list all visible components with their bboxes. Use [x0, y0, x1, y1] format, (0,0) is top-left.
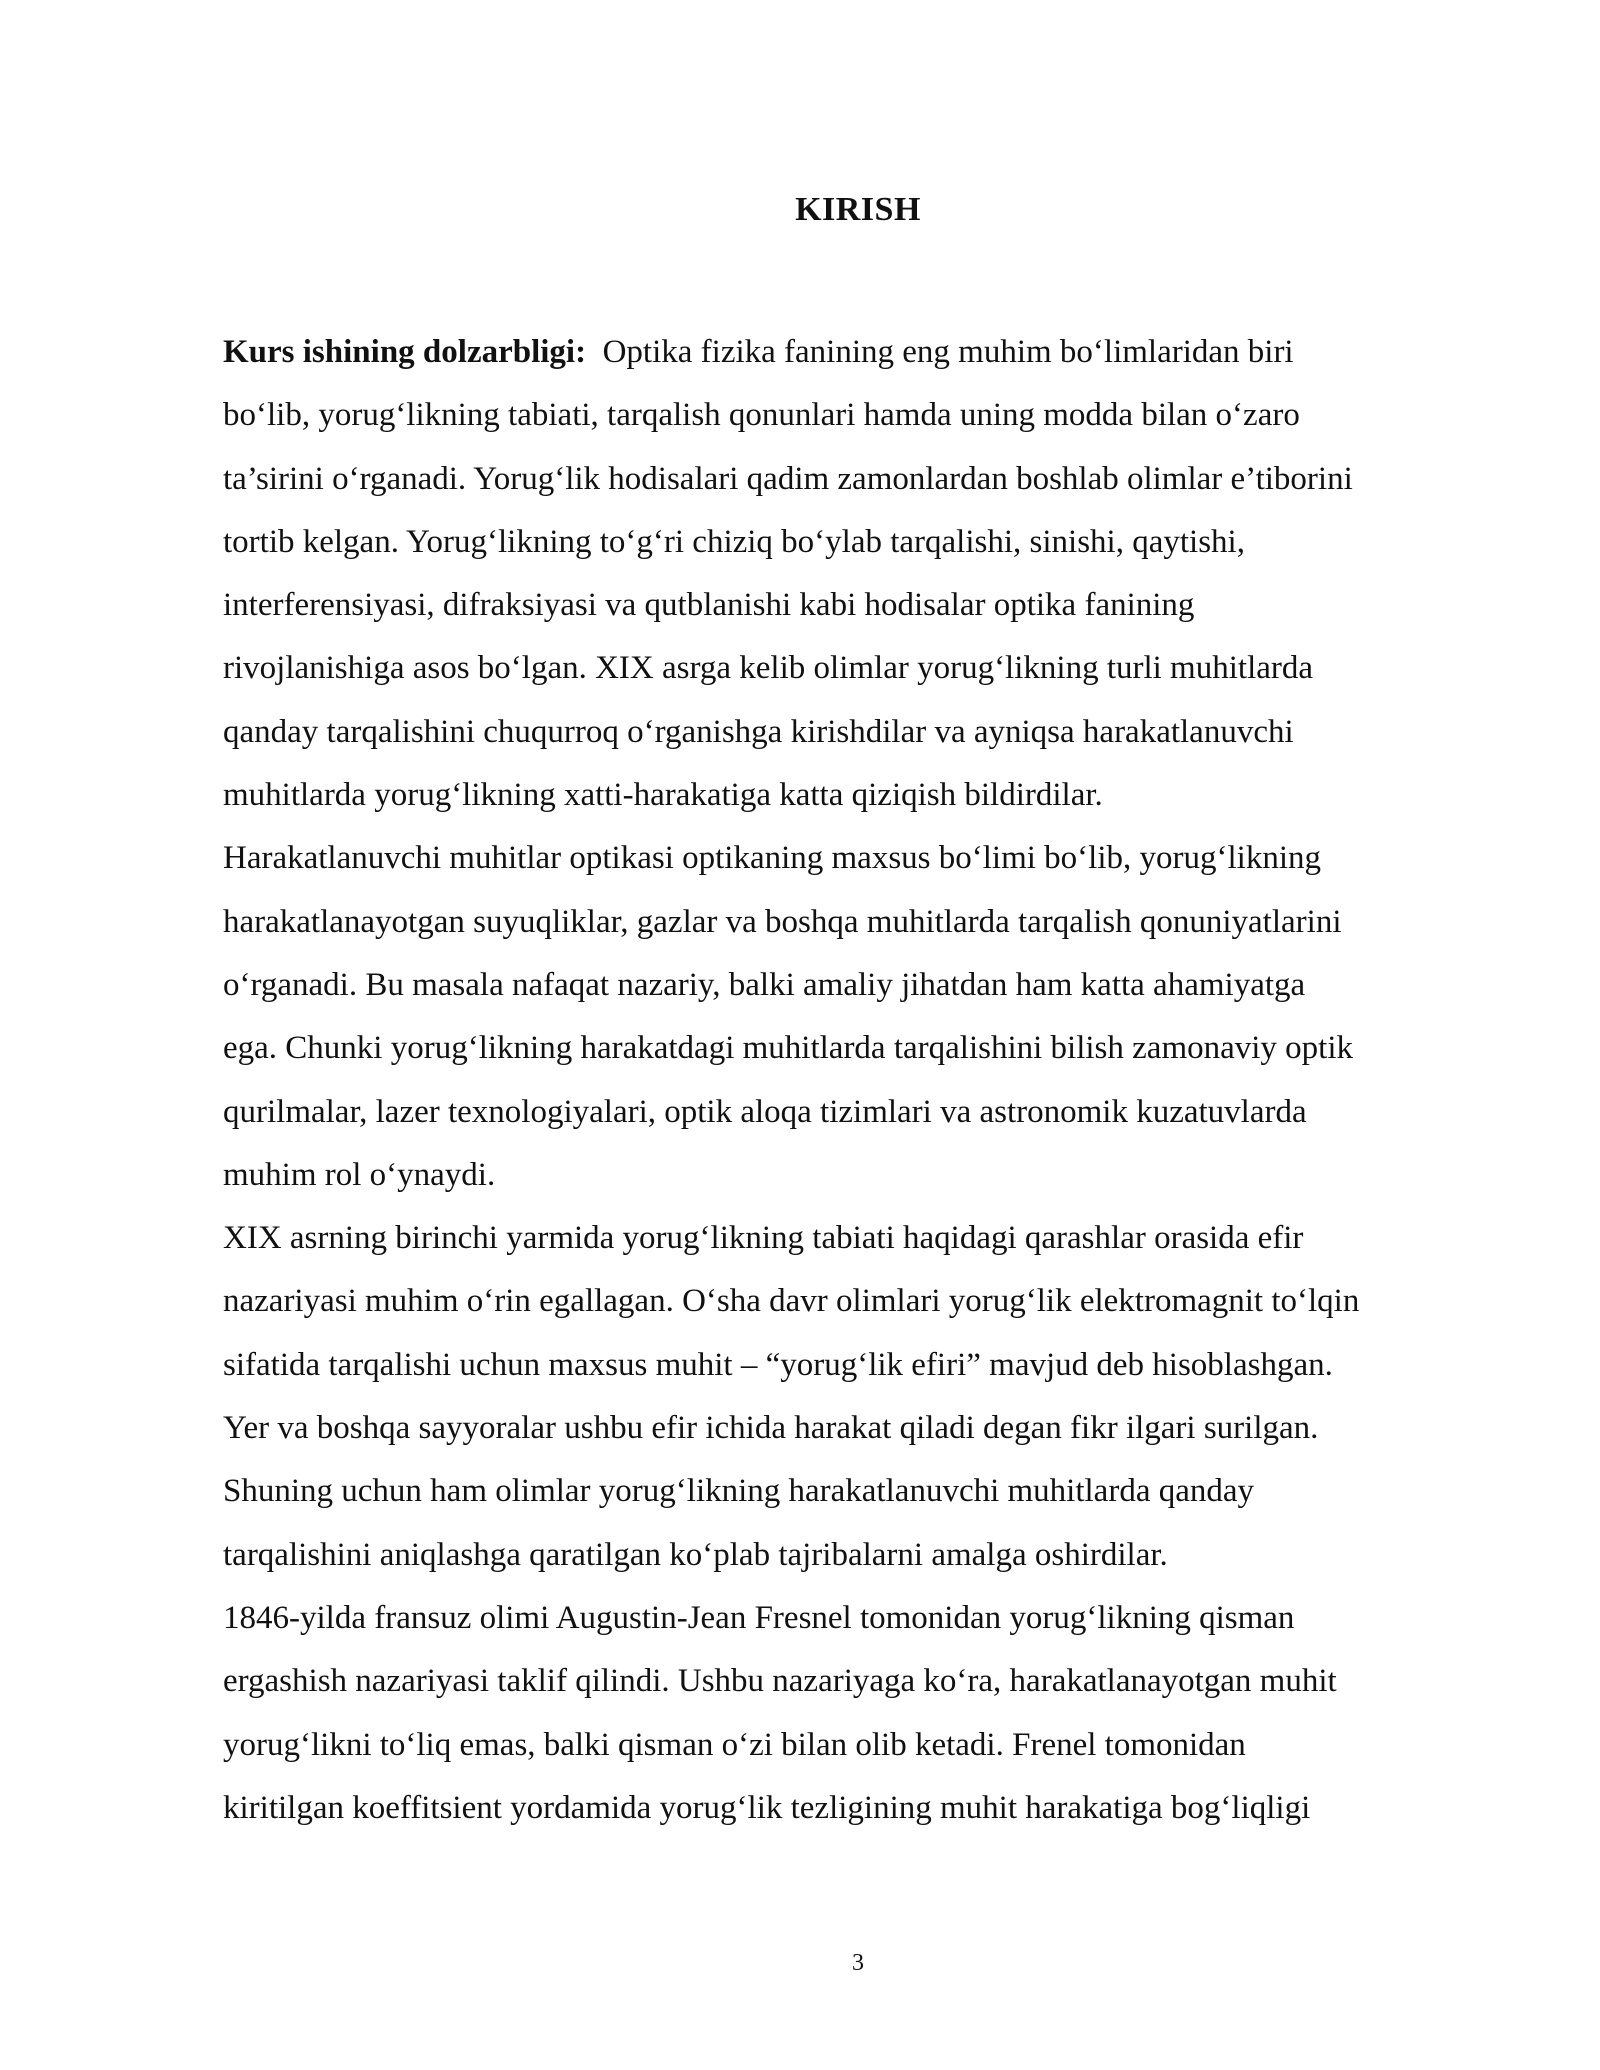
- body-line-16: sifatida tarqalishi uchun maxsus muhit – “yorug‘lik efiri” mavjud deb hisoblashgan.: [223, 1346, 1333, 1383]
- body-line-2: ta’sirini o‘rganadi. Yorug‘lik hodisalari qadim zamonlardan boshlab olimlar e’tiborini: [223, 460, 1353, 497]
- body-line-4: interferensiyasi, difraksiyasi va qutblanishi kabi hodisalar optika fanining: [223, 587, 1195, 624]
- body-line-1: bo‘lib, yorug‘likning tabiati, tarqalish qonunlari hamda uning modda bilan o‘zaro: [223, 397, 1300, 434]
- page-number: 3: [852, 1950, 864, 1976]
- body-text: [223, 321, 1493, 1840]
- body-line-15: nazariyasi muhim o‘rin egallagan. O‘sha davr olimlari yorug‘lik elektromagnit to‘lqin: [223, 1283, 1360, 1320]
- body-line-11: ega. Chunki yorug‘likning harakatdagi muhitlarda tarqalishini bilish zamonaviy optik: [223, 1030, 1354, 1067]
- body-line-6: qanday tarqalishini chuqurroq o‘rganishga kirishdilar va ayniqsa harakatlanuvchi: [223, 713, 1294, 750]
- body-line-5: rivojlanishiga asos bo‘lgan. XIX asrga kelib olimlar yorug‘likning turli muhitlarda: [223, 650, 1314, 687]
- lead-label: Kurs ishining dolzarbligi:: [223, 334, 587, 370]
- body-line-10: o‘rganadi. Bu masala nafaqat nazariy, balki amaliy jihatdan ham katta ahamiyatga: [223, 966, 1306, 1003]
- body-line-18: Shuning uchun ham olimlar yorug‘likning harakatlanuvchi muhitlarda qanday: [223, 1473, 1255, 1510]
- body-line-7: muhitlarda yorug‘likning xatti-harakatiga katta qiziqish bildirdilar.: [223, 777, 1103, 814]
- body-line-22: yorug‘likni to‘liq emas, balki qisman o‘zi bilan olib ketadi. Frenel tomonidan: [223, 1726, 1246, 1763]
- body-line-19: tarqalishini aniqlashga qaratilgan ko‘plab tajribalarni amalga oshirdilar.: [223, 1536, 1168, 1573]
- first-line-text: Optika fizika fanining eng muhim bo‘limlaridan biri: [586, 334, 1294, 370]
- body-line-14: XIX asrning birinchi yarmida yorug‘likning tabiati haqidagi qarashlar orasida efir: [223, 1220, 1304, 1257]
- section-heading: KIRISH: [795, 191, 921, 228]
- body-line-12: qurilmalar, lazer texnologiyalari, optik aloqa tizimlari va astronomik kuzatuvlarda: [223, 1093, 1307, 1130]
- body-line-20: 1846-yilda fransuz olimi Augustin-Jean Fresnel tomonidan yorug‘likning qisman: [223, 1599, 1295, 1636]
- body-line-23: kiritilgan koeffitsient yordamida yorug‘lik tezligining muhit harakatiga bog‘liqligi: [223, 1789, 1311, 1826]
- body-line-0: [223, 321, 1493, 384]
- body-line-17: Yer va boshqa sayyoralar ushbu efir ichida harakat qiladi degan fikr ilgari surilgan.: [223, 1410, 1319, 1447]
- body-line-9: harakatlanayotgan suyuqliklar, gazlar va boshqa muhitlarda tarqalish qonuniyatlarini: [223, 903, 1342, 940]
- body-line-8: Harakatlanuvchi muhitlar optikasi optikaning maxsus bo‘limi bo‘lib, yorug‘likning: [223, 840, 1321, 877]
- body-line-21: ergashish nazariyasi taklif qilindi. Ushbu nazariyaga ko‘ra, harakatlanayotgan muhit: [223, 1663, 1337, 1700]
- body-line-13: muhim rol o‘ynaydi.: [223, 1156, 496, 1193]
- body-line-3: tortib kelgan. Yorug‘likning to‘g‘ri chiziq bo‘ylab tarqalishi, sinishi, qaytishi,: [223, 523, 1245, 560]
